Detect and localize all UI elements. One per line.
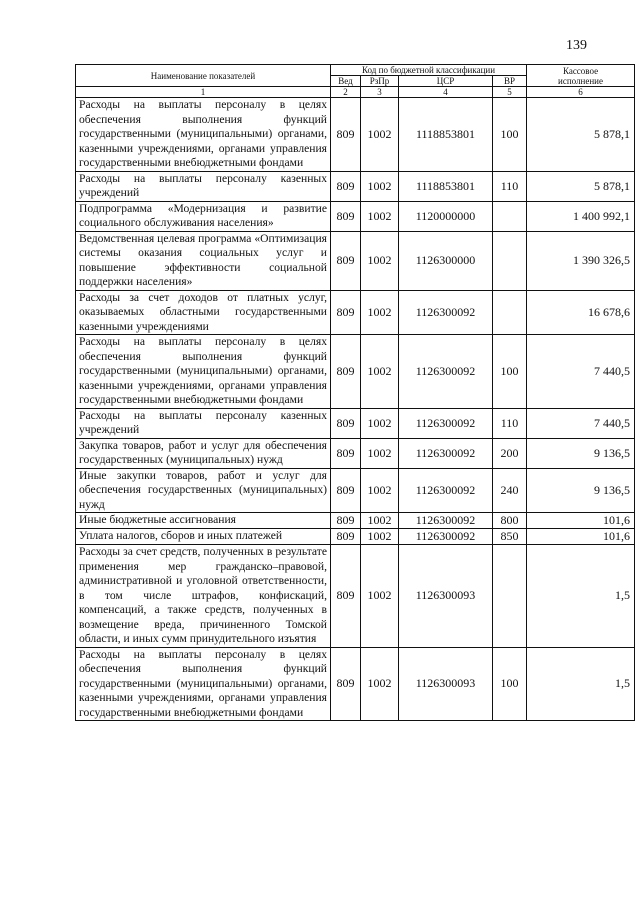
row-csr: 1126300093 (399, 647, 493, 721)
row-rzpr: 1002 (361, 335, 399, 409)
row-vr: 110 (493, 408, 527, 438)
row-ved: 809 (331, 529, 361, 545)
row-csr: 1126300000 (399, 231, 493, 290)
row-rzpr: 1002 (361, 513, 399, 529)
row-ved: 809 (331, 98, 361, 172)
table-row (76, 529, 635, 545)
column-number: 6 (527, 87, 635, 98)
row-rzpr: 1002 (361, 438, 399, 468)
column-number: 3 (361, 87, 399, 98)
row-ved: 809 (331, 408, 361, 438)
column-number: 5 (493, 87, 527, 98)
row-ved: 809 (331, 335, 361, 409)
row-name: Подпрограмма «Модернизация и развитие социального обслуживания населения» (76, 201, 331, 231)
column-number-row (76, 87, 635, 98)
row-amount: 9 136,5 (527, 438, 635, 468)
table-row (76, 468, 635, 513)
table-row (76, 98, 635, 172)
row-amount: 1 400 992,1 (527, 201, 635, 231)
row-ved: 809 (331, 438, 361, 468)
row-rzpr: 1002 (361, 201, 399, 231)
page-number: 139 (566, 38, 587, 53)
table-row (76, 438, 635, 468)
row-vr: 850 (493, 529, 527, 545)
row-csr: 1126300092 (399, 438, 493, 468)
header-cash-execution (527, 65, 635, 87)
column-number: 4 (399, 87, 493, 98)
row-ved: 809 (331, 201, 361, 231)
row-csr: 1118853801 (399, 98, 493, 172)
table-row (76, 201, 635, 231)
header-csr: ЦСР (399, 76, 493, 87)
row-ved: 809 (331, 468, 361, 513)
table-row (76, 335, 635, 409)
row-name: Расходы на выплаты персоналу в целях обеспечения выполнения функций государственными (муниципальными) органами, казенными учреждениями, органами управления государственными внебюджетными фондами (76, 335, 331, 409)
row-ved: 809 (331, 513, 361, 529)
row-csr: 1126300092 (399, 529, 493, 545)
row-csr: 1126300092 (399, 335, 493, 409)
table-row (76, 290, 635, 335)
budget-execution-table (75, 64, 635, 721)
row-rzpr: 1002 (361, 545, 399, 648)
column-number: 1 (76, 87, 331, 98)
header-ved: Вед (331, 76, 361, 87)
row-amount: 7 440,5 (527, 335, 635, 409)
row-rzpr: 1002 (361, 468, 399, 513)
row-rzpr: 1002 (361, 529, 399, 545)
row-vr: 110 (493, 171, 527, 201)
table-row (76, 408, 635, 438)
row-amount: 9 136,5 (527, 468, 635, 513)
row-amount: 16 678,6 (527, 290, 635, 335)
row-name: Расходы на выплаты персоналу в целях обеспечения выполнения функций государственными (муниципальными) органами, казенными учреждениями, органами управления государственными внебюджетными фондами (76, 98, 331, 172)
row-csr: 1126300092 (399, 513, 493, 529)
row-csr: 1126300092 (399, 468, 493, 513)
row-rzpr: 1002 (361, 231, 399, 290)
column-number: 2 (331, 87, 361, 98)
row-vr: 240 (493, 468, 527, 513)
row-amount: 1 390 326,5 (527, 231, 635, 290)
row-rzpr: 1002 (361, 98, 399, 172)
row-csr: 1126300093 (399, 545, 493, 648)
row-rzpr: 1002 (361, 171, 399, 201)
row-name: Закупка товаров, работ и услуг для обеспечения государственных (муниципальных) нужд (76, 438, 331, 468)
row-amount: 1,5 (527, 545, 635, 648)
row-vr (493, 290, 527, 335)
row-name: Уплата налогов, сборов и иных платежей (76, 529, 331, 545)
header-budget-code: Код по бюджетной классификации (331, 65, 527, 76)
row-amount: 101,6 (527, 513, 635, 529)
row-ved: 809 (331, 231, 361, 290)
row-rzpr: 1002 (361, 647, 399, 721)
row-rzpr: 1002 (361, 408, 399, 438)
row-amount: 5 878,1 (527, 98, 635, 172)
row-vr: 100 (493, 98, 527, 172)
row-vr: 200 (493, 438, 527, 468)
row-name: Расходы за счет доходов от платных услуг, оказываемых областными государственными казенными учреждениями (76, 290, 331, 335)
row-ved: 809 (331, 647, 361, 721)
row-name: Иные закупки товаров, работ и услуг для обеспечения государственных (муниципальных) нужд (76, 468, 331, 513)
row-ved: 809 (331, 171, 361, 201)
row-name: Иные бюджетные ассигнования (76, 513, 331, 529)
row-name: Расходы на выплаты персоналу казенных учреждений (76, 171, 331, 201)
row-name: Расходы на выплаты персоналу в целях обеспечения выполнения функций государственными (муниципальными) органами, казенными учреждениями, органами управления государственными внебюджетными фондами (76, 647, 331, 721)
header-cash-line2: исполнение (558, 75, 603, 86)
row-amount: 5 878,1 (527, 171, 635, 201)
header-rzpr: РзПр (361, 76, 399, 87)
row-name: Расходы на выплаты персоналу казенных учреждений (76, 408, 331, 438)
row-csr: 1120000000 (399, 201, 493, 231)
table-row (76, 545, 635, 648)
row-rzpr: 1002 (361, 290, 399, 335)
row-ved: 809 (331, 290, 361, 335)
row-amount: 1,5 (527, 647, 635, 721)
row-csr: 1126300092 (399, 408, 493, 438)
table-row (76, 171, 635, 201)
table-row (76, 513, 635, 529)
row-vr (493, 545, 527, 648)
row-amount: 101,6 (527, 529, 635, 545)
row-vr: 100 (493, 335, 527, 409)
row-vr (493, 231, 527, 290)
row-vr: 800 (493, 513, 527, 529)
header-vr: ВР (493, 76, 527, 87)
header-cash-line1: Кассовое (562, 65, 599, 76)
header-name: Наименование показателей (76, 65, 331, 87)
row-name: Ведомственная целевая программа «Оптимизация системы оказания социальных услуг и повышение эффективности социальной поддержки населения» (76, 231, 331, 290)
row-ved: 809 (331, 545, 361, 648)
table-row (76, 231, 635, 290)
row-vr (493, 201, 527, 231)
row-csr: 1126300092 (399, 290, 493, 335)
row-vr: 100 (493, 647, 527, 721)
row-name: Расходы за счет средств, полученных в результате применения мер гражданско–правовой, административной и уголовной ответственности, в том числе штрафов, конфискаций, компенсаций, а также средств, полученных в возмещение вреда, причиненного Томской области, и иных сумм принудительного изъятия (76, 545, 331, 648)
table-row (76, 647, 635, 721)
row-csr: 1118853801 (399, 171, 493, 201)
row-amount: 7 440,5 (527, 408, 635, 438)
